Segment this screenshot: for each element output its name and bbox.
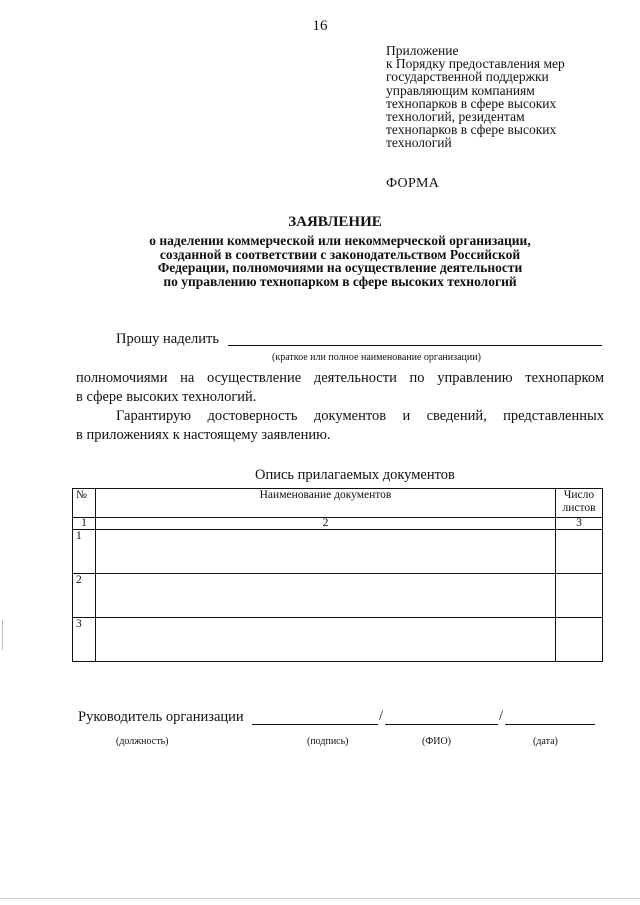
page-bottom-edge (0, 898, 640, 899)
page-number: 16 (312, 18, 328, 34)
header-number: № (73, 489, 96, 518)
document-title: ЗАЯВЛЕНИЕ (288, 214, 382, 230)
table-row (73, 530, 603, 574)
column-number: 1 (73, 518, 96, 530)
subtitle-line: созданной в соответствии с законодательством Российской (159, 246, 521, 262)
appendix-line: Приложение (386, 43, 459, 58)
document-name-cell[interactable] (96, 618, 556, 662)
appendix-line: технопарков в сфере высоких (386, 122, 557, 138)
caption-date: (дата) (533, 736, 558, 747)
appendix-line: технологий (386, 135, 452, 151)
subtitle-line: Федерации, полномочиями на осуществление деятельности (157, 260, 523, 275)
caption-name: (ФИО) (422, 736, 452, 747)
caption-signature: (подпись) (307, 736, 349, 747)
document-name-cell[interactable] (96, 574, 556, 618)
sheet-count-cell[interactable] (556, 618, 603, 662)
signature-label: Руководитель организации (78, 709, 244, 725)
organization-name-hint: (краткое или полное наименование организации) (272, 352, 481, 363)
table-title: Опись прилагаемых документов (255, 467, 455, 483)
appendix-line: технологий, резидентам (386, 109, 525, 125)
signature-separator: / (499, 708, 504, 724)
date-field[interactable] (505, 724, 595, 725)
full-name-field[interactable] (385, 724, 498, 725)
header-sheet-count: Число листов (556, 489, 603, 518)
column-number: 3 (556, 518, 603, 530)
document-subtitle (80, 234, 600, 288)
header-document-name: Наименование документов (96, 489, 556, 518)
appendix-note (386, 44, 626, 150)
row-number: 2 (73, 574, 96, 618)
appendix-line: к Порядку предоставления мер (386, 56, 565, 72)
paragraph-1-line-1: полномочиями на осуществление деятельности по управлению технопарком (76, 370, 604, 386)
column-number-row (73, 518, 603, 530)
appendix-line: технопарков в сфере высоких (386, 95, 557, 111)
documents-table (72, 488, 603, 662)
organization-name-field[interactable] (228, 345, 602, 346)
sheet-count-cell[interactable] (556, 530, 603, 574)
appendix-line: управляющим компаниям (386, 82, 535, 98)
table-row (73, 618, 603, 662)
paragraph-1-line-2: в сфере высоких технологий. (76, 389, 257, 405)
subtitle-line: о наделении коммерческой или некоммерческой организации, (149, 233, 531, 248)
scan-mark (2, 620, 3, 650)
request-label: Прошу наделить (116, 331, 219, 347)
appendix-line: государственной поддержки (386, 69, 549, 85)
row-number: 1 (73, 530, 96, 574)
row-number: 3 (73, 618, 96, 662)
table-header-row (73, 489, 603, 518)
caption-position: (должность) (116, 736, 169, 747)
signature-field[interactable] (252, 724, 378, 725)
sheet-count-cell[interactable] (556, 574, 603, 618)
document-name-cell[interactable] (96, 530, 556, 574)
signature-separator: / (379, 708, 384, 724)
paragraph-2-line-2: в приложениях к настоящему заявлению. (76, 427, 331, 443)
subtitle-line: по управлению технопарком в сфере высоких технологий (163, 273, 517, 289)
form-label: ФОРМА (386, 176, 440, 191)
paragraph-2-line-1: Гарантирую достоверность документов и сведений, представленных (116, 408, 604, 424)
table-row (73, 574, 603, 618)
column-number: 2 (96, 518, 556, 530)
